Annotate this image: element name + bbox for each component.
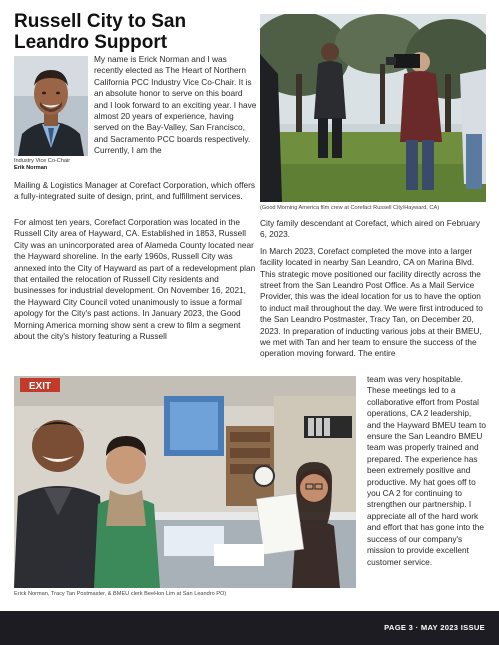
article-title: Russell City to San Leandro Support — [14, 11, 187, 53]
right-narrow-paragraph: team was very hospitable. These meetings led to a collaborative effort from Postal operations, CA 2 leadership, and the Hayward BMEU team to ensure the San Leandro BMEU team was properly trained and prepared. The experience has been extremely positive and productive. My hat goes off to you CA 2 for continuing to strengthen our partnership. I appreciate all of the hard work and effort that has gone into the success of our company's mission to provide excellent customer service. — [367, 374, 486, 567]
post-office-photo — [14, 376, 356, 588]
post-office-caption: Erick Norman, Tracy Tan Postmaster, & BMEU clerk BeeHon Lim at San Leandro PO) — [14, 591, 227, 597]
portrait-photo — [14, 56, 88, 156]
exit-sign-text: EXIT — [28, 381, 52, 392]
intro-paragraph: My name is Erick Norman and I was recently elected as The Heart of Northern California PCC Industry Vice Co-Chair. It is an absolute honor to serve on this board and I look forward to an exciting year. I have almost 20 years of experience, having served on the Bay-Valley, San Francisco, and Sacramento PCC boards respectively. Currently, I am the — [94, 54, 257, 156]
intro-paragraph-continued: Mailing & Logistics Manager at Corefact Corporation, which offers a fully-integrated suite of design, print, and fulfillment services. — [14, 180, 256, 202]
portrait-caption — [14, 158, 94, 172]
film-crew-caption: (Good Morning America film crew at Corefact Russell City/Hayward, CA) — [260, 205, 440, 211]
portrait-caption-name: Erik Norman — [14, 165, 48, 171]
right-column — [260, 218, 486, 365]
right-paragraph-1: City family descendant at Corefact, which aired on February 6, 2023. — [260, 218, 480, 240]
portrait-caption-role: Industry Vice Co-Chair — [14, 158, 71, 164]
page-footer — [0, 611, 499, 645]
footer-issue-label: PAGE 3 · MAY 2023 ISSUE — [384, 623, 485, 632]
history-paragraph: For almost ten years, Corefact Corporation was located in the Russell City area of Hayward, CA. Established in 1853, Russell City was an unincorporated area of Alameda County located near the Hayward shoreline. In the early 1960s, Russell City was annexed into the City of Hayward as part of a redevelopment plan that entailed the relocation of Russell City residents and businesses for industrial development. On November 16, 2021, the Hayward City Council voted unanimously to issue a formal apology for the City's past actions. In January 2023, the Good Morning America morning show sent a crew to film a segment about the city's history featuring a Russell — [14, 217, 256, 342]
right-paragraph-2: In March 2023, Corefact completed the move into a larger facility located in nearby San Leandro, CA on Marina Blvd. This strategic move positioned our facility directly across the street from the San Leandro Post Office. As a Mail Service Provider, this was the ideal location for us to have the option to induct mail throughout the day. We were first introduced to the San Leandro Postmaster, Tracy Tan, on December 20, 2023. In preparation of inducting various jobs at their BMEU, we met with Tan and her team to ensure the success of the operation moving forward. The entire — [260, 245, 483, 359]
film-crew-photo — [260, 14, 486, 202]
